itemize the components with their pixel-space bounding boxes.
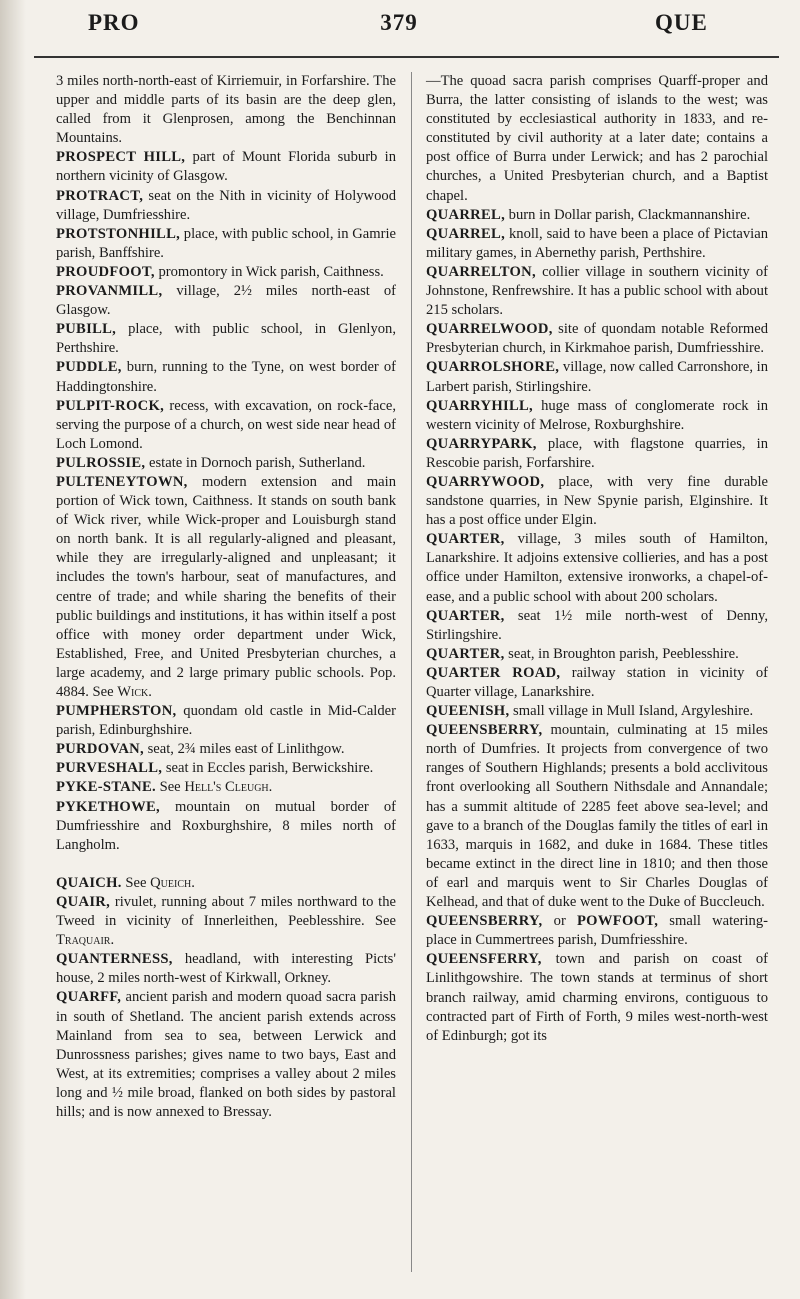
entry-headword: PUMPHERSTON, (56, 703, 177, 720)
entry-headword: QUAIR, (56, 893, 111, 910)
entry-headword: QUARRYHILL, (426, 397, 533, 414)
entry-text: place, with very fine durable sandstone quarries, in New Spynie parish, Elginshire. It has a post office under Elgin. (426, 473, 768, 529)
entry-text: seat, 2¾ miles east of Linlithgow. (143, 741, 345, 758)
entry-text: town and parish on coast of Linlithgowshire. The town stands at terminus of short branch railway, amid charming environs, contiguous to contracted part of Firth of Forth, 9 miles west-north-west of Edinburgh; got its (426, 951, 768, 1044)
left-column (56, 72, 396, 1122)
entry-text: railway station in vicinity of Quarter village, Lanarkshire. (426, 664, 768, 700)
entry-text: place, with public school, in Glenlyon, Perthshire. (56, 321, 396, 357)
entry-headword: QUARTER, (426, 607, 505, 624)
entry-text: seat on the Nith in vicinity of Holywood village, Dumfriesshire. (56, 187, 396, 223)
entry-headword: QUARRYPARK, (426, 435, 537, 452)
entry-text: place, with flagstone quarries, in Rescobie parish, Forfarshire. (426, 435, 768, 471)
entry-text: headland, with interesting Picts' house, 2 miles north-west of Kirkwall, Orkney. (56, 951, 396, 987)
right-column (426, 72, 768, 1046)
entry-headword: QUEENSFERRY, (426, 951, 542, 968)
entry-text: village, now called Carronshore, in Larbert parish, Stirlingshire. (426, 359, 768, 395)
gazetteer-entry (426, 530, 768, 606)
entry-text: village, 3 miles south of Hamilton, Lanarkshire. It adjoins extensive collieries, and has a post office under Hamilton, extensive ironworks, a chapel-of-ease, and a public school with about 200 scholars. (426, 531, 768, 605)
gazetteer-entry (56, 454, 396, 473)
entry-headword: QUARFF, (56, 989, 122, 1006)
entry-text: mountain, culminating at 15 miles north of Dumfries. It projects from convergence of two ranges of Southern Highlands; presents a bold acclivitous front overlooking all Southern Nithsdale and Annandale; has a summit altitude of 2285 feet above sea-level; and gave to a branch of the Douglas family the titles of earl in 1633, marquis in 1682, and duke in 1684. These titles became extinct in the direct line in 1810; and then those of earl and marquis went to Sir Charles Douglas of Kelhead, and that of duke went to the Duke of Buccleuch. (426, 722, 768, 911)
gazetteer-entry (426, 225, 768, 263)
entry-text: seat, in Broughton parish, Peeblesshire. (504, 645, 739, 662)
entry-text: small village in Mull Island, Argyleshire. (509, 703, 754, 720)
header-right-guideword: QUE (655, 10, 708, 35)
gazetteer-entry (426, 473, 768, 530)
entry-headword: PYKE-STANE. (56, 779, 156, 796)
gazetteer-entry (56, 740, 396, 759)
column-divider (411, 72, 412, 1272)
entry-headword: QUARTER, (426, 645, 505, 662)
entry-text: collier village in southern vicinity of Johnstone, Renfrewshire. It has a public school with about 215 scholars. (426, 263, 768, 319)
entry-text: burn, running to the Tyne, on west border of Haddingtonshire. (56, 359, 396, 395)
gazetteer-entry (426, 320, 768, 358)
entry-headword: QUARTER, (426, 531, 505, 548)
entry-text: promontory in Wick parish, Caithness. (154, 263, 384, 280)
entry-text: site of quondam notable Reformed Presbyterian church, in Kirkmahoe parish, Dumfriesshire. (426, 321, 768, 357)
entry-text: quondam old castle in Mid-Calder parish, Edinburghshire. (56, 703, 396, 739)
entry-headword-alt: POWFOOT, (576, 913, 659, 930)
gazetteer-entry (56, 225, 396, 263)
entry-text: huge mass of conglomerate rock in western vicinity of Melrose, Roxburghshire. (426, 397, 768, 433)
entry-text: knoll, said to have been a place of Pictavian military games, in Abernethy parish, Perthshire. (426, 225, 768, 261)
entry-headword: QUARRYWOOD, (426, 473, 545, 490)
gazetteer-entry (426, 263, 768, 320)
entry-text: 3 miles north-north-east of Kirriemuir, in Forfarshire. The upper and middle parts of its basin are the deep glen, called from it Glenprosen, among the Benchinnan Mountains. (56, 73, 396, 147)
gazetteer-entry (426, 721, 768, 912)
entry-text: ancient parish and modern quoad sacra parish in south of Shetland. The ancient parish extends across Mainland from sea to sea, between Lerwick and Dunrossness parishes; gives name to two bays, East and West, at its extremities; comprises a valley about 2 miles long and ½ mile broad, flanked on both sides by pastoral hills; and is now annexed to Bressay. (56, 989, 396, 1120)
gazetteer-entry (56, 778, 396, 797)
entry-headword: QUARTER ROAD, (426, 664, 561, 681)
entry-text: or (542, 913, 577, 930)
gazetteer-entry (56, 702, 396, 740)
entry-headword: PULTENEYTOWN, (56, 473, 188, 490)
gazetteer-entry (56, 893, 396, 950)
entry-text-continued: small watering-place in Cummertrees parish, Dumfriesshire. (426, 913, 768, 949)
entry-text: part of Mount Florida suburb in northern vicinity of Glasgow. (56, 149, 396, 185)
entry-text: village, 2½ miles north-east of Glasgow. (56, 283, 396, 319)
entry-headword: QUARRELWOOD, (426, 321, 553, 338)
entry-headword: QUEENSBERRY, (426, 722, 543, 739)
gazetteer-entry (56, 72, 396, 148)
entry-text: burn in Dollar parish, Clackmannanshire. (505, 206, 751, 223)
entry-headword: PROUDFOOT, (56, 263, 155, 280)
page-number: 379 (380, 10, 418, 35)
entry-text: See (121, 874, 151, 891)
entry-headword: PURVESHALL, (56, 760, 163, 777)
entry-headword: PUDDLE, (56, 359, 122, 376)
cross-reference: Hell's Cleugh. (184, 779, 273, 796)
entry-headword: PYKETHOWE, (56, 798, 160, 815)
gazetteer-entry (56, 320, 396, 358)
gazetteer-entry (56, 950, 396, 988)
entry-text: place, with public school, in Gamrie parish, Banffshire. (56, 225, 396, 261)
entry-headword: QUAICH. (56, 874, 122, 891)
gazetteer-entry (56, 187, 396, 225)
page-edge-shadow (0, 0, 26, 1299)
entry-headword: PULROSSIE, (56, 454, 146, 471)
gazetteer-entry (56, 874, 396, 893)
gazetteer-entry (56, 148, 396, 186)
gazetteer-entry (426, 664, 768, 702)
gazetteer-entry (426, 607, 768, 645)
gazetteer-entry (426, 72, 768, 206)
entry-text: modern extension and main portion of Wick town, Caithness. It stands on south bank of Wick river, while Wick-proper and Louisburgh stand on north bank. It is all regularly-aligned and pleasant, while they are irregularly-aligned and unpleasant; it includes the town's harbour, seat of manufactures, and centre of trade; and while sharing the benefits of their public buildings and institutions, it has within itself a post office with money order department under Wick, Established, Free, and United Presbyterian churches, a large academy, and 2 large primary public schools. Pop. 4884. See (56, 473, 396, 700)
entry-headword: QUARROLSHORE, (426, 359, 560, 376)
gazetteer-entry (426, 358, 768, 396)
entry-text: mountain on mutual border of Dumfriesshire and Roxburghshire, 8 miles north of Langholm. (56, 798, 396, 853)
entry-headword: PROSPECT HILL, (56, 149, 186, 166)
gazetteer-entry (426, 950, 768, 1045)
entry-text: recess, with excavation, on rock-face, serving the purpose of a church, on west side near head of Loch Lomond. (56, 397, 396, 452)
entry-headword: PROTRACT, (56, 187, 144, 204)
entry-headword: QUARREL, (426, 206, 506, 223)
gazetteer-entry (56, 397, 396, 454)
gazetteer-entry (426, 397, 768, 435)
gazetteer-entry (426, 702, 768, 721)
entry-text: rivulet, running about 7 miles northward to the Tweed in vicinity of Innerleithen, Peeblesshire. See (56, 893, 396, 930)
entry-text: seat in Eccles parish, Berwickshire. (162, 760, 374, 777)
gazetteer-entry (426, 645, 768, 664)
gazetteer-entry (56, 798, 396, 855)
entry-text: seat 1½ mile north-west of Denny, Stirlingshire. (426, 607, 768, 643)
entry-text: —The quoad sacra parish comprises Quarff-proper and Burra, the latter consisting of islands to the west; was constituted by ecclesiastical authority in 1833, and re-constituted by civil authority at a later date; contains a post office of Burra under Lerwick; and has 2 parochial churches, a United Presbyterian church, and a Baptist chapel. (426, 73, 768, 204)
entry-headword: QUEENISH, (426, 703, 510, 720)
entry-text: See (155, 779, 185, 796)
gazetteer-entry (56, 263, 396, 282)
entry-headword: QUEENSBERRY, (426, 913, 543, 930)
gazetteer-entry (426, 912, 768, 950)
gazetteer-entry (56, 759, 396, 778)
entry-headword: PURDOVAN, (56, 741, 144, 758)
entry-headword: QUARRELTON, (426, 263, 536, 280)
header-rule (34, 56, 779, 58)
header-left-guideword: PRO (88, 10, 140, 35)
entry-headword: PULPIT-ROCK, (56, 397, 165, 414)
gazetteer-entry (56, 988, 396, 1122)
gazetteer-entry (426, 435, 768, 473)
cross-reference: Queich. (150, 874, 195, 891)
gazetteer-entry (56, 473, 396, 702)
section-gap (56, 855, 396, 874)
gazetteer-entry (56, 358, 396, 396)
cross-reference: Traquair. (56, 932, 115, 949)
entry-headword: QUARREL, (426, 225, 506, 242)
entry-headword: PUBILL, (56, 321, 117, 338)
gazetteer-entry (56, 282, 396, 320)
page-header (0, 0, 800, 62)
entry-headword: QUANTERNESS, (56, 951, 173, 968)
cross-reference: Wick. (117, 684, 152, 700)
entry-text: estate in Dornoch parish, Sutherland. (145, 454, 366, 471)
gazetteer-entry (426, 206, 768, 225)
entry-headword: PROVANMILL, (56, 283, 163, 300)
entry-headword: PROTSTONHILL, (56, 225, 181, 242)
